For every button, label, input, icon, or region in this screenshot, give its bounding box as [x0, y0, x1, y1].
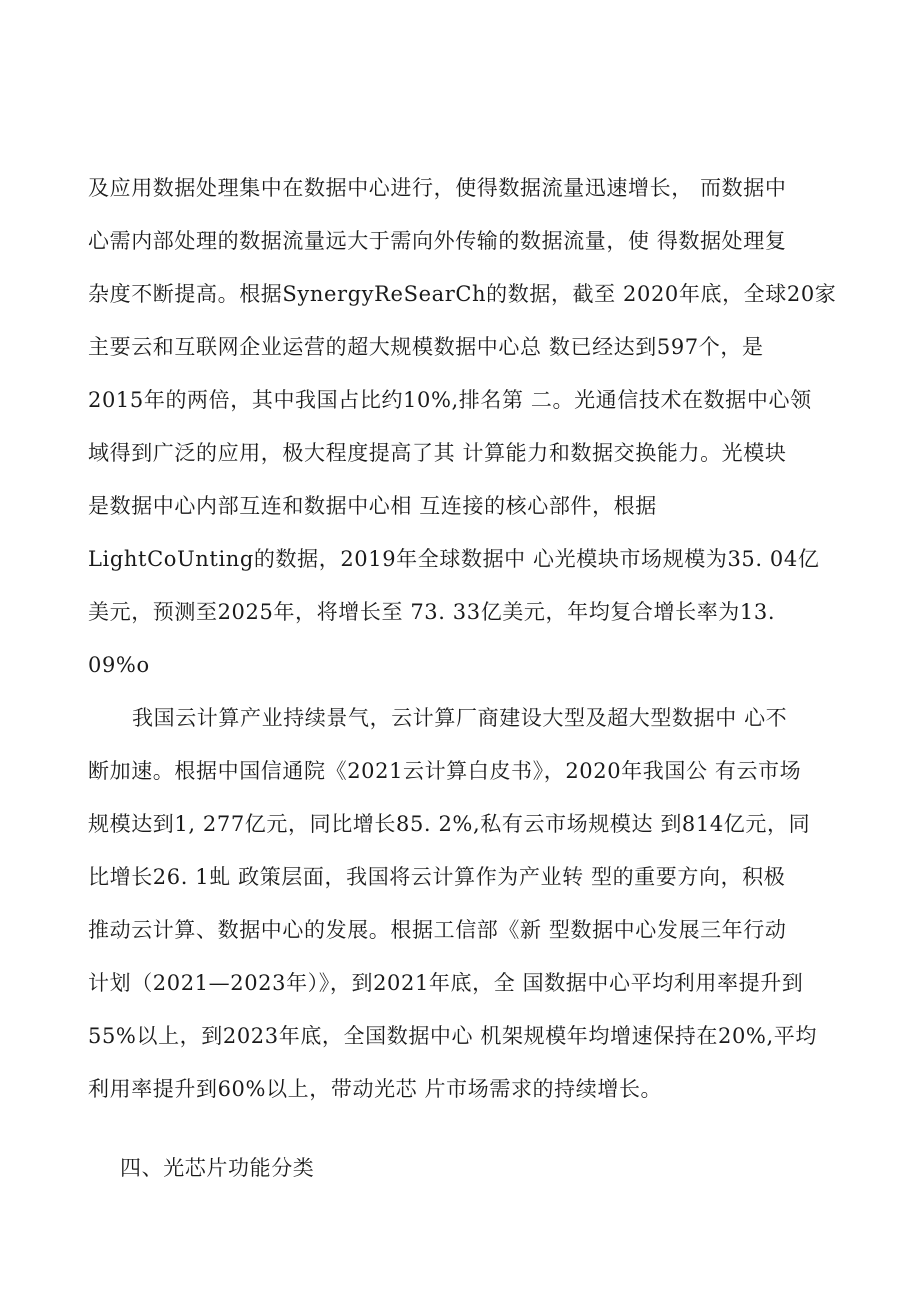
paragraph-2-line-1: 我国云计算产业持续景气，云计算厂商建设大型及超大型数据中 心不 [132, 706, 788, 730]
paragraph-2-line-4: 比增长26. 1虬 政策层面，我国将云计算作为产业转 型的重要方向，积极 [88, 865, 786, 889]
paragraph-1-line-7: 是数据中心内部互连和数据中心相 互连接的核心部件，根据 [88, 494, 657, 518]
paragraph-1-line-1: 及应用数据处理集中在数据中心进行，使得数据流量迅速增长， 而数据中 [88, 176, 787, 200]
paragraph-1-line-4: 主要云和互联网企业运营的超大规模数据中心总 数已经达到597个，是 [88, 335, 764, 359]
paragraph-2-line-8: 利用率提升到60%以上，带动光芯 片市场需求的持续增长。 [88, 1077, 663, 1101]
paragraph-1-line-3: 杂度不断提高。根据SynergyReSearCh的数据，截至 2020年底，全球20家 [88, 282, 837, 306]
section-heading-4: 四、光芯片功能分类 [120, 1156, 315, 1180]
paragraph-1-line-9: 美元，预测至2025年，将增长至 73. 33亿美元，年均复合增长率为13. [88, 600, 776, 624]
paragraph-2-line-6: 计划（2021—2023年）》，到2021年底，全 国数据中心平均利用率提升到 [88, 971, 804, 995]
paragraph-2-line-2: 断加速。根据中国信通院《2021云计算白皮书》，2020年我国公 有云市场 [88, 759, 802, 783]
paragraph-1-line-8: LightCoUnting的数据，2019年全球数据中 心光模块市场规模为35. 04亿 [88, 547, 820, 571]
paragraph-1-line-5: 2015年的两倍，其中我国占比约10%,排名第 二。光通信技术在数据中心领 [88, 388, 812, 412]
paragraph-2-line-7: 55%以上，到2023年底，全国数据中心 机架规模年均增速保持在20%,平均 [88, 1024, 817, 1048]
paragraph-1-line-2: 心需内部处理的数据流量远大于需向外传输的数据流量，使 得数据处理复 [88, 229, 787, 253]
paragraph-1-line-10: 09%o [88, 653, 150, 677]
paragraph-1-line-6: 域得到广泛的应用，极大程度提高了其 计算能力和数据交换能力。光模块 [88, 441, 787, 465]
paragraph-2-line-5: 推动云计算、数据中心的发展。根据工信部《新 型数据中心发展三年行动 [88, 918, 787, 942]
paragraph-2-line-3: 规模达到1, 277亿元，同比增长85. 2%,私有云市场规模达 到814亿元，同 [88, 812, 811, 836]
